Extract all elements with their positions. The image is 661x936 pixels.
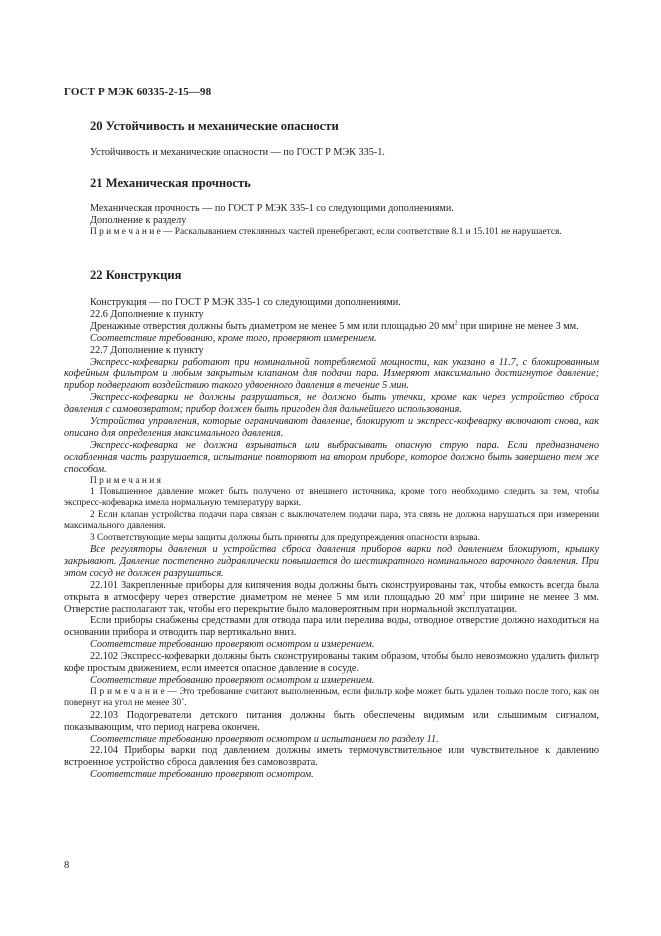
paragraph [64, 580, 599, 616]
paragraph: Соответствие требованию проверяют осмотром и испытанием по разделу 11. [90, 733, 439, 745]
paragraph: Механическая прочность — по ГОСТ Р МЭК 335-1 со следующими дополнениями. [90, 203, 454, 214]
text-run: 22.101 Закрепленные приборы для кипячения воды должны быть сконструированы так, чтобы емкость всегда была открыта в атмосферу через отверстие диаметром не менее 5 мм или площадью 20 мм [64, 579, 599, 603]
paragraph: Соответствие требованию проверяют осмотром. [90, 769, 314, 781]
note-item: 2 Если клапан устройства подачи пара связан с выключателем подачи пара, эта связь не должна нарушаться при измерении максимального давления. [64, 509, 599, 532]
notes-label: П р и м е ч а н и я [90, 475, 161, 486]
note-label: П р и м е ч а н и е [90, 226, 161, 237]
paragraph: 22.104 Приборы варки под давлением должны иметь термочувствительное или чувствительное к давлению встроенное устройство сброса давления без самовозврата. [64, 745, 599, 769]
paragraph: Все регуляторы давления и устройства сброса давления приборов варки под давлением блокируют, крышку закрывают. Давление постепенно гидравлически повышается до шестикратного номинального варочного давления. При этом сосуд не должен разрушиться. [64, 544, 599, 579]
section-21-heading: 21 Механическая прочность [90, 176, 251, 190]
note-text: — Раскалыванием стеклянных частей пренебрегают, если соответствие 8.1 и 15.101 не нарушается. [160, 226, 562, 237]
paragraph: 22.103 Подогреватели детского питания должны быть обеспечены видимым или слышимым сигналом, показывающим, что период нагрева окончен. [64, 709, 599, 733]
paragraph: 22.102 Экспресс-кофеварки должны быть сконструированы таким образом, чтобы было невозможно удалить фильтр кофе простым движением, если имеется опасное давление в сосуде. [64, 651, 599, 675]
text-run: Дренажные отверстия должны быть диаметром не менее 5 мм или площадью 20 мм [90, 320, 455, 332]
note-text: — Это требование считают выполненным, если фильтр кофе может быть удален только после того, как он повернут на угол не менее 30˚. [64, 686, 600, 709]
paragraph [64, 321, 599, 333]
paragraph: Устройства управления, которые ограничивают давление, блокируют и экспресс-кофеварку включают снова, как описано для определения максимального давления. [64, 416, 599, 439]
paragraph: Экспресс-кофеварки не должны разрушаться, не должно быть утечки, кроме как через устройство сброса давления с самовозвратом; прибор должен быть пригоден для дальнейшего использования. [64, 392, 599, 416]
paragraph: Соответствие требованию проверяют осмотром и измерением. [90, 675, 375, 686]
page-number: 8 [64, 860, 70, 871]
text-run: при ширине не менее 3 мм. [457, 320, 579, 332]
section-22-body [64, 297, 599, 781]
paragraph: 22.7 Дополнение к пункту [90, 344, 204, 356]
paragraph: Экспресс-кофеварка не должна взрываться или выбрасывать опасную струю пара. Если предназначено ослабленная часть разрушается, испытание повторяют на втором приборе, которое должно быть завершено тем же способом. [64, 439, 599, 475]
note-item: 1 Повышенное давление может быть получено от внешнего источника, кроме того необходимо следить за тем, чтобы экспресс-кофеварка имела нормальную температуру варки. [64, 487, 599, 509]
note-paragraph [64, 227, 599, 238]
superscript: 2 [454, 320, 458, 327]
note-paragraph [64, 687, 599, 710]
paragraph: Экспресс-кофеварки работают при номинальной потребляемой мощности, как указано в 11.7, с блокированным кофейным фильтром и любым закрытым клапаном для подачи пара. Измеряют максимально достигнутое давление; прибор подвергают воздействию такого удвоенного давления в течение 5 мин. [64, 356, 599, 392]
section-21-body [64, 203, 599, 238]
note-label: П р и м е ч а н и е [90, 686, 165, 697]
superscript: 2 [462, 591, 466, 598]
paragraph: Дополнение к разделу [90, 214, 187, 226]
section-22-heading: 22 Конструкция [90, 268, 182, 282]
document-header: ГОСТ Р МЭК 60335-2-15—98 [64, 86, 212, 98]
section-20-text [90, 147, 600, 159]
note-item: 3 Соответствующие меры защиты должны быть приняты для предупреждения опасности взрыва. [90, 532, 480, 543]
paragraph: Соответствие требованию, кроме того, проверяют измерением. [90, 332, 377, 344]
paragraph: Если приборы снабжены средствами для отвода пара или перелива воды, отводное отверстие должно находиться на основании прибора и отводить пар вертикально вниз. [64, 615, 599, 639]
paragraph: Конструкция — по ГОСТ Р МЭК 335-1 со следующими дополнениями. [90, 297, 401, 308]
paragraph: 22.6 Дополнение к пункту [90, 308, 204, 320]
text-run: при ширине не менее 3 мм. Отверстие располагают так, чтобы его перекрытие было маловероятным при нормальной эксплуатации. [64, 591, 599, 615]
section-20-heading: 20 Устойчивость и механические опасности [90, 119, 339, 133]
paragraph: Устойчивость и механические опасности — по ГОСТ Р МЭК 335-1. [90, 147, 385, 158]
paragraph: Соответствие требованию проверяют осмотром и измерением. [90, 639, 375, 651]
